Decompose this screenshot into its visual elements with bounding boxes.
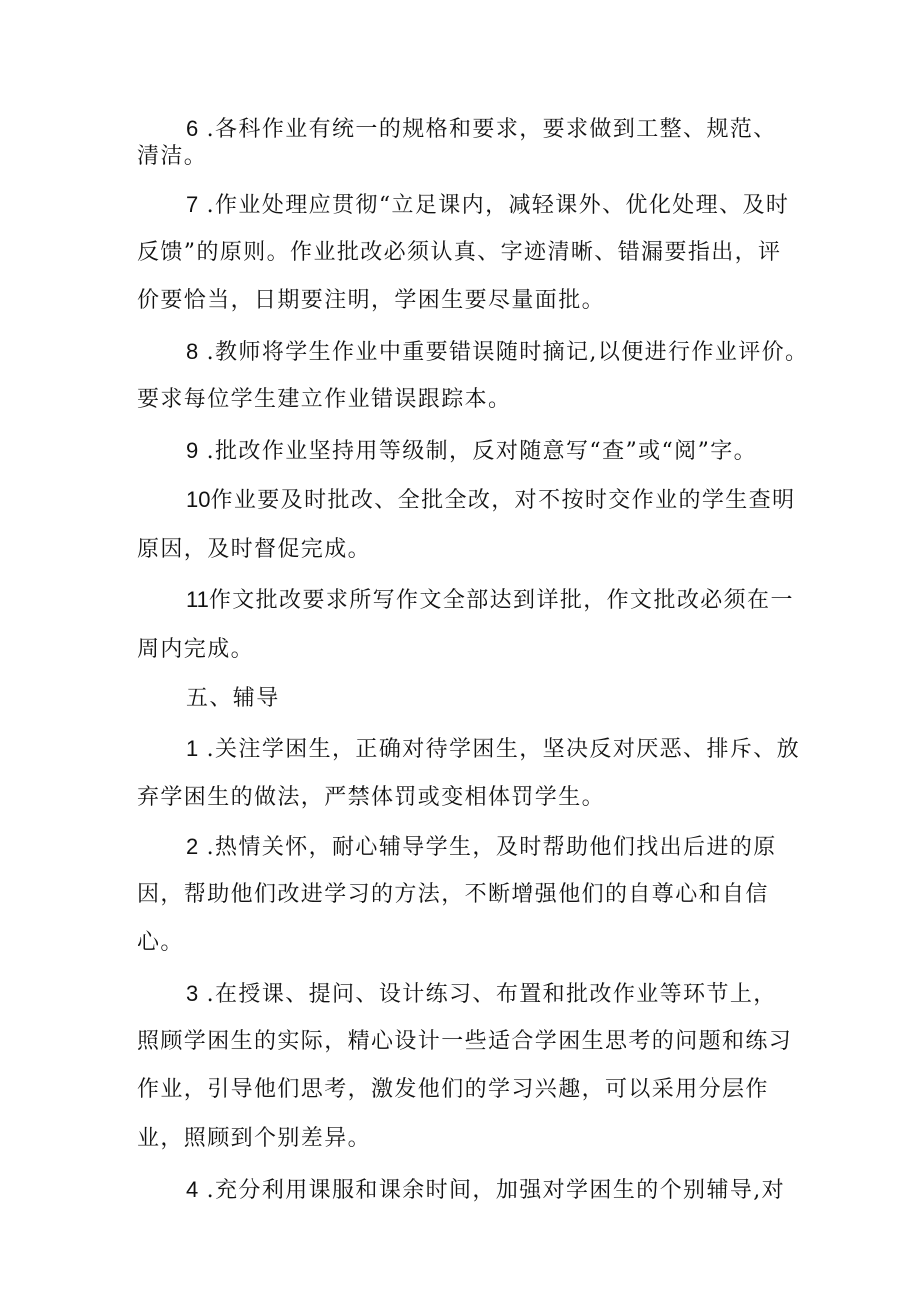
item-number: 3 [186,981,199,1006]
item-text: .作业处理应贯彻“立足课内，减轻课外、优化处理、及时 [198,193,790,218]
tutor-item-4-line-1 [186,1175,785,1206]
item-7-line-1 [186,190,789,221]
item-6-line-1 [186,114,777,145]
item-number: 11 [186,587,209,612]
item-text: 业，照顾到个别差异。 [137,1126,372,1151]
item-number: 1 [186,736,199,761]
item-text: 因，帮助他们改进学习的方法，不断增强他们的自尊心和自信 [137,882,769,907]
item-8-line-2 [137,385,511,415]
tutor-item-1-line-2 [137,783,605,813]
item-text: .教师将学生作业中重要错误随时摘记,以便进行作业评价。 [198,340,809,365]
item-text: 心。 [137,930,184,955]
section-heading-tutoring [186,684,280,714]
item-text: .关注学困生，正确对待学困生，坚决反对厌恶、排斥、放 [198,737,801,762]
item-11-line-1 [186,585,794,616]
item-number: 7 [186,192,199,217]
tutor-item-2-line-1 [186,832,777,863]
item-text: 弃学困生的做法，严禁体罚或变相体罚学生。 [137,785,606,810]
item-9-line-1 [186,436,757,467]
item-text: .热情关怀，耐心辅导学生，及时帮助他们找出后进的原 [198,835,777,860]
item-text: 清洁。 [137,144,208,169]
tutor-item-2-line-2 [137,880,769,910]
item-text: 原因，及时督促完成。 [137,537,372,562]
item-text: 要求每位学生建立作业错误跟踪本。 [137,387,512,412]
section-heading-text: 五、辅导 [186,686,280,711]
item-6-line-2 [137,142,207,172]
item-text: 周内完成。 [137,637,255,662]
item-text: 作业要及时批改、全批全改，对不按时交作业的学生查明 [210,488,796,513]
tutor-item-2-line-3 [137,928,184,958]
item-number: 9 [186,438,199,463]
item-text: 作业，引导他们思考，激发他们的学习兴趣，可以采用分层作 [137,1077,769,1102]
item-text: .各科作业有统一的规格和要求，要求做到工整、规范、 [198,117,777,142]
item-10-line-2 [137,535,371,565]
tutor-item-3-line-1 [186,979,777,1010]
item-text: .充分利用课服和课余时间，加强对学困生的个别辅导,对 [198,1178,786,1203]
item-text: 价要恰当，日期要注明，学困生要尽量面批。 [137,288,606,313]
item-text: 照顾学困生的实际，精心设计一些适合学困生思考的问题和练习 [137,1029,793,1054]
item-text: 反馈”的原则。作业批改必须认真、字迹清晰、错漏要指出，评 [137,240,782,265]
item-text: .在授课、提问、设计练习、布置和批改作业等环节上， [198,982,777,1007]
tutor-item-3-line-2 [137,1027,792,1057]
item-7-line-2 [137,238,781,268]
item-11-line-2 [137,635,254,665]
tutor-item-1-line-1 [186,734,800,765]
item-number: 10 [186,487,211,512]
tutor-item-3-line-4 [137,1124,371,1154]
item-number: 4 [186,1177,199,1202]
item-text: .批改作业坚持用等级制，反对随意写“查”或“阅”字。 [198,439,758,464]
item-number: 6 [186,116,199,141]
item-10-line-1 [186,485,796,516]
item-number: 8 [186,339,199,364]
item-text: 作文批改要求所写作文全部达到详批，作文批改必须在一 [208,588,794,613]
item-number: 2 [186,834,199,859]
tutor-item-3-line-3 [137,1075,769,1105]
item-7-line-3 [137,286,605,316]
item-8-line-1 [186,337,808,368]
